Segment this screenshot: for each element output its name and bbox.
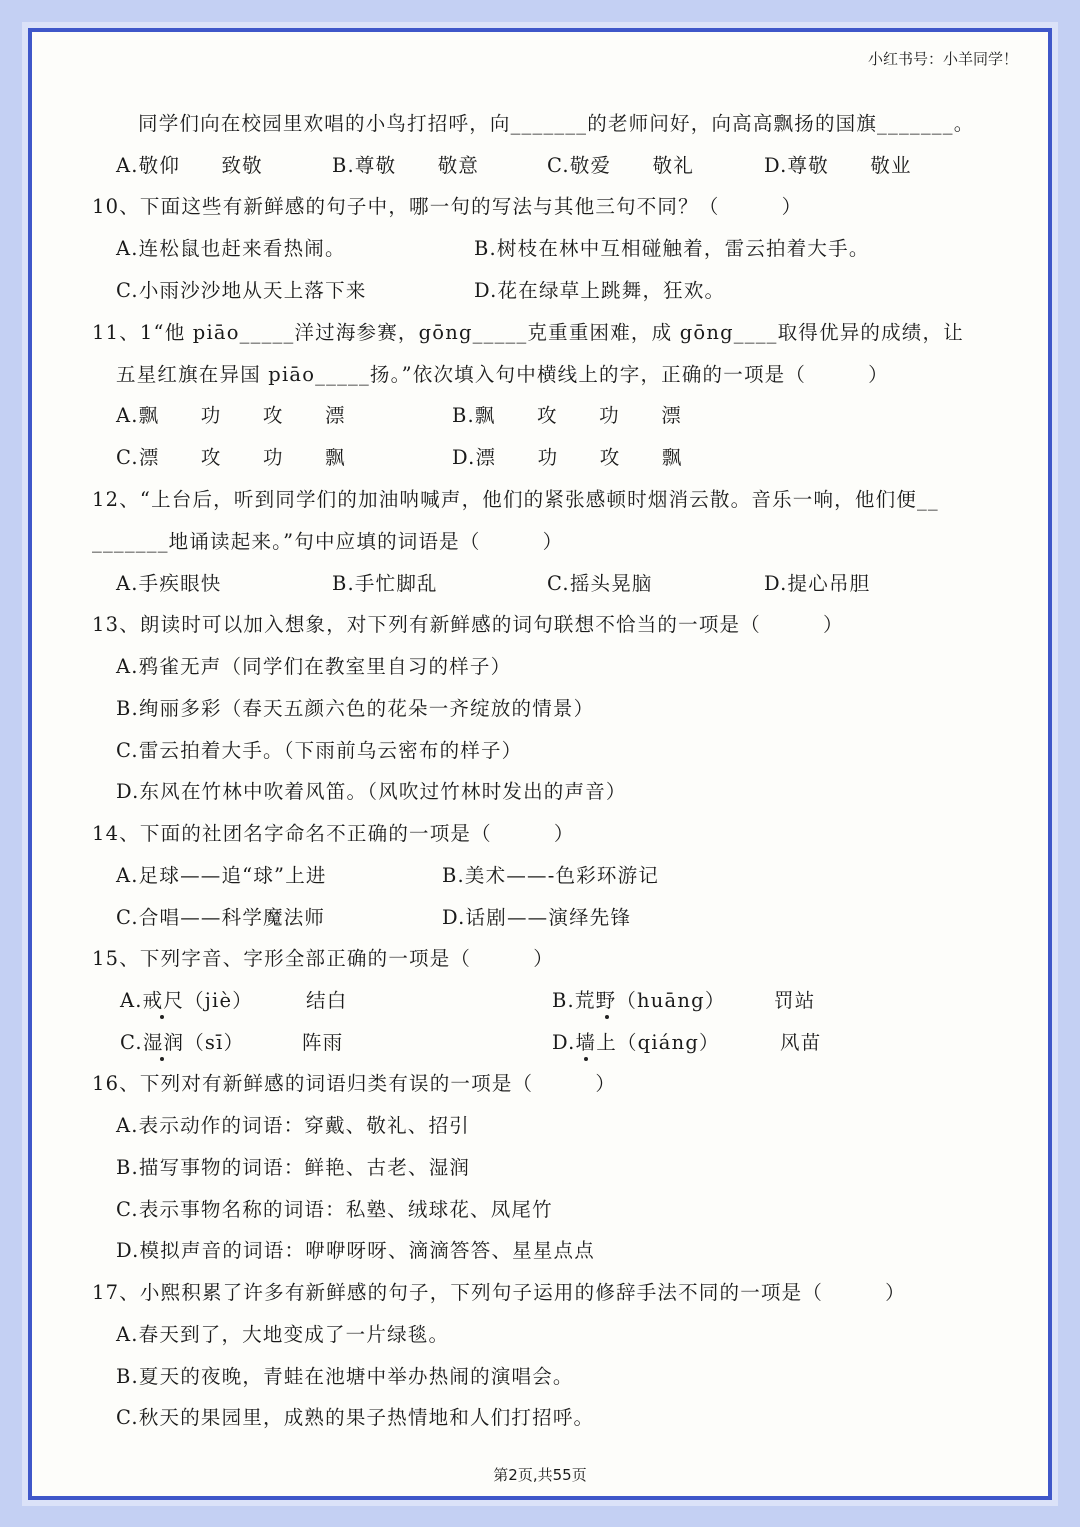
q15-option-d-word: D.墙上（qiáng） <box>552 1031 720 1054</box>
q15-option-c-word2: 阵雨 <box>302 1031 344 1054</box>
q16-option-a: A.表示动作的词语：穿戴、敬礼、招引 <box>116 1114 470 1137</box>
question-14-stem: 14、下面的社团名字命名不正确的一项是（ ） <box>92 822 575 845</box>
page-number: 第2页,共55页 <box>493 1466 587 1484</box>
q13-option-a: A.鸦雀无声（同学们在教室里自习的样子） <box>116 655 512 678</box>
q15-option-a-word2: 结白 <box>306 989 348 1012</box>
q10-option-c: C.小雨沙沙地从天上落下来 <box>116 279 367 302</box>
q15-option-b-word2: 罚站 <box>774 989 816 1012</box>
question-17-stem: 17、小熙积累了许多有新鲜感的句子，下列句子运用的修辞手法不同的一项是（ ） <box>92 1281 906 1304</box>
emphasis-dot <box>605 1015 609 1019</box>
emphasis-dot <box>160 1057 164 1061</box>
q13-option-d: D.东风在竹林中吹着风笛。（风吹过竹林时发出的声音） <box>116 780 627 803</box>
q11-option-c: C.漂 攻 功 飘 <box>116 446 346 469</box>
q17-option-b: B.夏天的夜晚，青蛙在池塘中举办热闹的演唱会。 <box>116 1365 574 1388</box>
q9-option-d: D.尊敬 敬业 <box>764 154 912 177</box>
q15-option-d-word2: 风苗 <box>780 1031 822 1054</box>
q12-option-b: B.手忙脚乱 <box>332 572 438 595</box>
question-11-stem-line2: 五星红旗在异国 piāo_____扬。”依次填入句中横线上的字，正确的一项是（ ） <box>116 363 889 386</box>
emphasis-dot <box>160 1015 164 1019</box>
watermark: 小红书号：小羊同学！ <box>867 50 1018 68</box>
q13-option-c: C.雷云拍着大手。（下雨前乌云密布的样子） <box>116 739 523 762</box>
q11-option-b: B.飘 攻 功 漂 <box>452 404 682 427</box>
q9-option-c: C.敬爱 敬礼 <box>547 154 695 177</box>
q10-option-a: A.连松鼠也赶来看热闹。 <box>116 237 346 260</box>
question-12-stem-line1: 12、“上台后，听到同学们的加油呐喊声，他们的紧张感顿时烟消云散。音乐一响，他们便__ <box>92 488 939 511</box>
q16-option-d: D.模拟声音的词语：咿咿呀呀、滴滴答答、星星点点 <box>116 1239 595 1262</box>
q12-option-a: A.手疾眼快 <box>116 572 222 595</box>
question-10-stem: 10、下面这些有新鲜感的句子中，哪一句的写法与其他三句不同？（ ） <box>92 195 803 218</box>
q14-option-b: B.美术——-色彩环游记 <box>442 864 660 887</box>
question-15-stem: 15、下列字音、字形全部正确的一项是（ ） <box>92 947 554 970</box>
q13-option-b: B.绚丽多彩（春天五颜六色的花朵一齐绽放的情景） <box>116 697 595 720</box>
question-12-stem-line2: _______地诵读起来。”句中应填的词语是（ ） <box>92 530 564 553</box>
q16-option-c: C.表示事物名称的词语：私塾、绒球花、凤尾竹 <box>116 1198 553 1221</box>
q14-option-c: C.合唱——科学魔法师 <box>116 906 326 929</box>
q11-option-d: D.漂 功 攻 飘 <box>452 446 683 469</box>
q11-option-a: A.飘 功 攻 漂 <box>116 404 346 427</box>
q15-option-c-word: C.湿润（sī） <box>120 1031 245 1054</box>
q17-option-c: C.秋天的果园里，成熟的果子热情地和人们打招呼。 <box>116 1406 595 1429</box>
q9-option-a: A.敬仰 致敬 <box>116 154 263 177</box>
q12-option-c: C.摇头晃脑 <box>547 572 653 595</box>
q14-option-d: D.话剧——演绎先锋 <box>442 906 632 929</box>
q17-option-a: A.春天到了，大地变成了一片绿毯。 <box>116 1323 450 1346</box>
q9-option-b: B.尊敬 敬意 <box>332 154 480 177</box>
q14-option-a: A.足球——追“球”上进 <box>116 864 327 887</box>
question-9-stem: 同学们向在校园里欢唱的小鸟打招呼，向_______的老师问好，向高高飘扬的国旗_______。 <box>138 112 975 135</box>
q10-option-b: B.树枝在林中互相碰触着，雷云拍着大手。 <box>474 237 870 260</box>
question-13-stem: 13、朗读时可以加入想象，对下列有新鲜感的词句联想不恰当的一项是（ ） <box>92 613 844 636</box>
q12-option-d: D.提心吊胆 <box>764 572 871 595</box>
worksheet-page <box>28 28 1052 1500</box>
q10-option-d: D.花在绿草上跳舞，狂欢。 <box>474 279 726 302</box>
q15-option-a-word: A.戒尺（jiè） <box>120 989 253 1012</box>
question-16-stem: 16、下列对有新鲜感的词语归类有误的一项是（ ） <box>92 1072 617 1095</box>
q16-option-b: B.描写事物的词语：鲜艳、古老、湿润 <box>116 1156 471 1179</box>
q15-option-b-word: B.荒野（huāng） <box>552 989 726 1012</box>
emphasis-dot <box>584 1057 588 1061</box>
question-11-stem-line1: 11、1“他 piāo_____洋过海参赛，gōng_____克重重困难，成 gōng____取得优异的成绩，让 <box>92 321 964 344</box>
